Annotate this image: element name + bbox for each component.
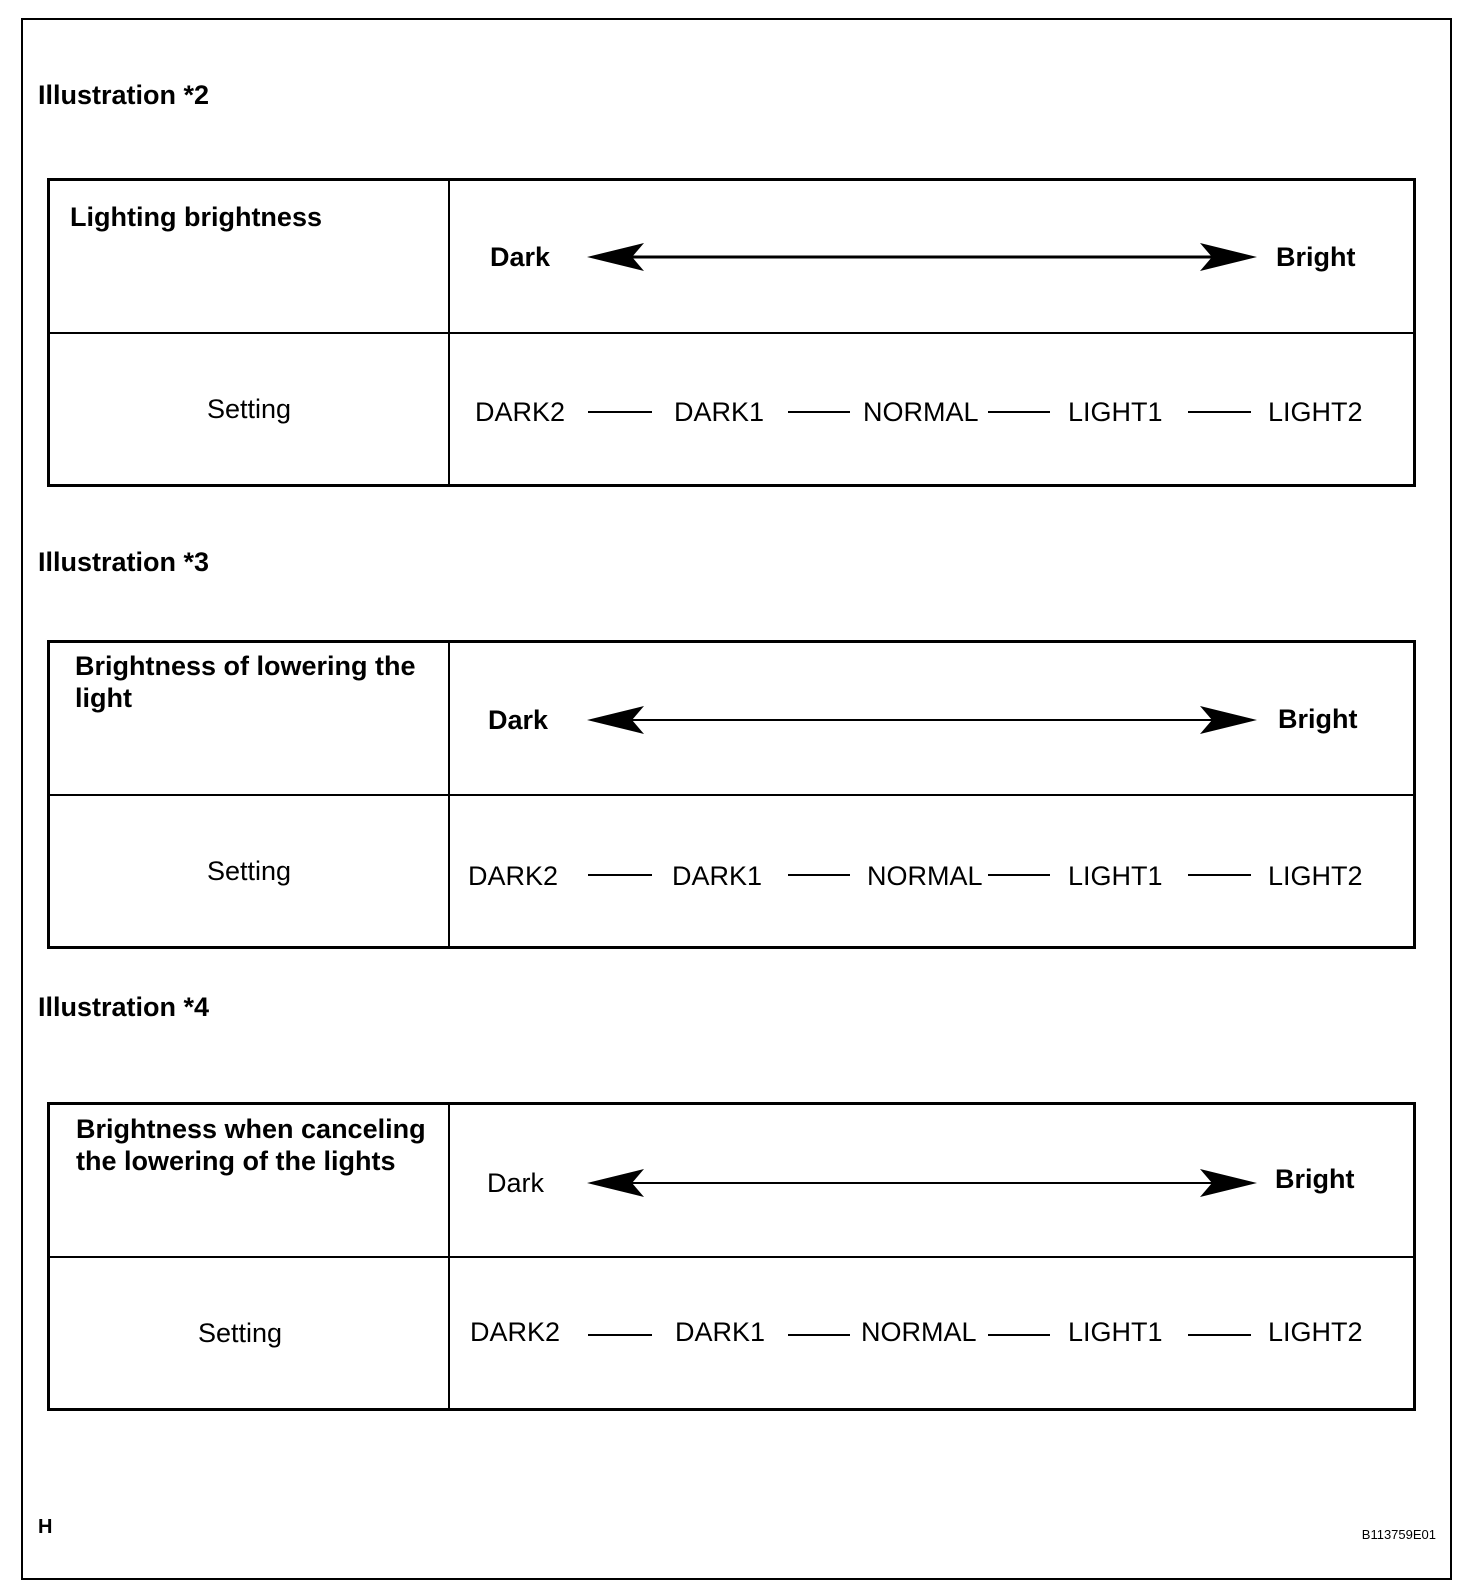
setting-connector xyxy=(1188,411,1251,413)
setting-connector xyxy=(1188,874,1251,876)
setting-light1: LIGHT1 xyxy=(1068,1317,1163,1347)
setting-light1: LIGHT1 xyxy=(1068,861,1163,891)
setting-connector xyxy=(588,1334,652,1336)
setting-dark1: DARK1 xyxy=(675,1317,766,1347)
setting-connector xyxy=(1188,1334,1251,1336)
setting-connector xyxy=(588,874,652,876)
setting-connector xyxy=(788,1334,850,1336)
bright-label: Bright xyxy=(1275,1164,1355,1194)
setting-normal: NORMAL xyxy=(861,1317,977,1347)
setting-dark2: DARK2 xyxy=(470,1317,561,1347)
setting-dark2: DARK2 xyxy=(468,861,559,891)
setting-label: Setting xyxy=(206,855,292,886)
illustration-panel xyxy=(47,640,1416,949)
setting-light2: LIGHT2 xyxy=(1268,861,1363,891)
setting-connector xyxy=(988,1334,1050,1336)
setting-normal: NORMAL xyxy=(867,861,983,891)
illustration-panel xyxy=(47,178,1416,487)
double-arrow-icon xyxy=(587,1163,1257,1203)
setting-light2: LIGHT2 xyxy=(1268,397,1363,427)
figure-code: B113759E01 xyxy=(1361,1527,1436,1542)
setting-connector xyxy=(988,874,1050,876)
double-arrow-icon xyxy=(587,237,1257,277)
setting-dark1: DARK1 xyxy=(672,861,763,891)
illustration-heading: Illustration *2 xyxy=(38,80,210,110)
setting-connector xyxy=(788,874,850,876)
bright-label: Bright xyxy=(1276,242,1356,272)
setting-dark1: DARK1 xyxy=(674,397,765,427)
setting-connector xyxy=(588,411,652,413)
setting-label: Setting xyxy=(206,393,292,424)
illustration-heading: Illustration *4 xyxy=(38,992,210,1022)
double-arrow-icon xyxy=(587,700,1257,740)
setting-connector xyxy=(988,411,1050,413)
brightness-label: Brightness when canceling the lowering of the lights xyxy=(76,1114,426,1176)
brightness-label: Lighting brightness xyxy=(70,202,322,232)
illustration-heading: Illustration *3 xyxy=(38,547,210,577)
setting-light2: LIGHT2 xyxy=(1268,1317,1363,1347)
setting-dark2: DARK2 xyxy=(475,397,566,427)
setting-label: Setting xyxy=(197,1317,283,1348)
illustration-panel xyxy=(47,1102,1416,1411)
setting-normal: NORMAL xyxy=(863,397,979,427)
dark-label: Dark xyxy=(490,242,551,272)
brightness-label: Brightness of lowering the light xyxy=(75,651,416,713)
setting-light1: LIGHT1 xyxy=(1068,397,1163,427)
footer-letter: H xyxy=(38,1516,53,1538)
setting-connector xyxy=(788,411,850,413)
dark-label: Dark xyxy=(487,1168,545,1198)
dark-label: Dark xyxy=(488,705,549,735)
bright-label: Bright xyxy=(1278,704,1358,734)
